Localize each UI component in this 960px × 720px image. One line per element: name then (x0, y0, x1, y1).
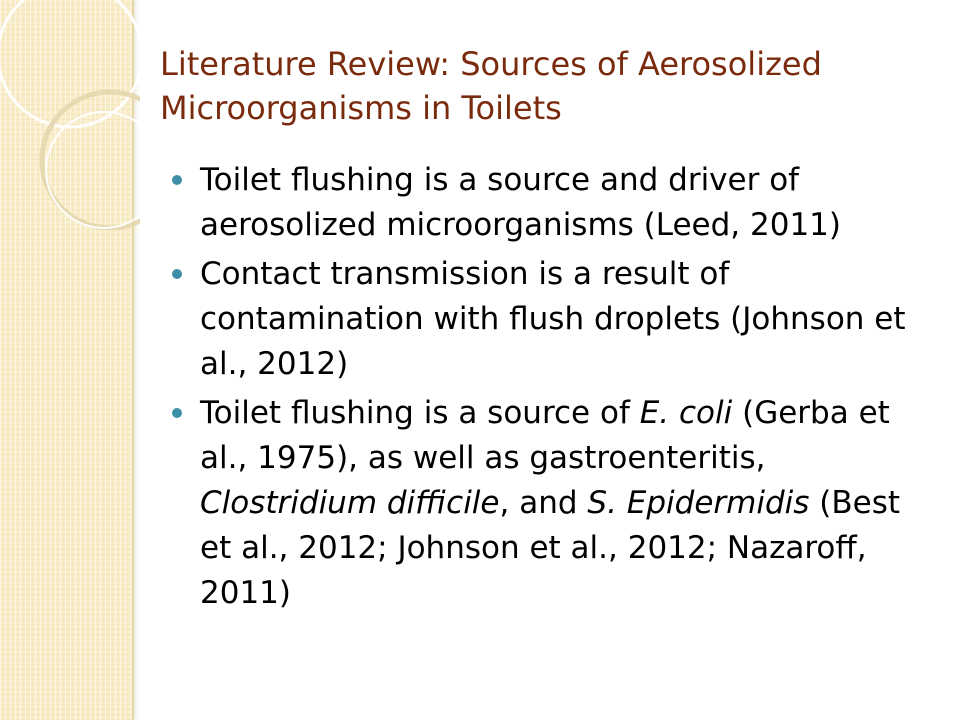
bullet-item (172, 391, 932, 616)
bullet-text (200, 162, 841, 243)
bullet-text (200, 256, 906, 382)
bullet-italic-term: Clostridium difficile (200, 485, 500, 521)
bullet-list (172, 158, 932, 620)
bullet-item (172, 158, 932, 248)
bullet-text-run: (Gerba et al., 1975), as well as gastroenteritis, (200, 395, 890, 476)
bullet-text-run: , and (499, 485, 588, 521)
bullet-text-run: Toilet flushing is a source of (200, 395, 640, 431)
bullet-dot-icon (172, 175, 182, 185)
bullet-text-run: (Best et al., 2012; Johnson et al., 2012; Nazaroff, 2011) (200, 485, 900, 611)
bullet-item (172, 252, 932, 387)
bullet-text-run: Contact transmission is a result of contamination with flush droplets (Johnson et al., 2012) (200, 256, 906, 382)
decorative-circle-medium (42, 92, 140, 228)
slide-title: Literature Review: Sources of Aerosolized Microorganisms in Toilets (160, 45, 822, 127)
decorative-circles-graphic (0, 0, 140, 260)
bullet-text-run: Toilet flushing is a source and driver of aerosolized microorganisms (Leed, 2011) (200, 162, 841, 243)
decorative-circle-small (46, 112, 140, 228)
bullet-italic-term: S. Epidermidis (587, 485, 810, 521)
bullet-text (200, 395, 900, 611)
bullet-dot-icon (172, 269, 182, 279)
bullet-dot-icon (172, 408, 182, 418)
bullet-italic-term: E. coli (639, 395, 733, 431)
